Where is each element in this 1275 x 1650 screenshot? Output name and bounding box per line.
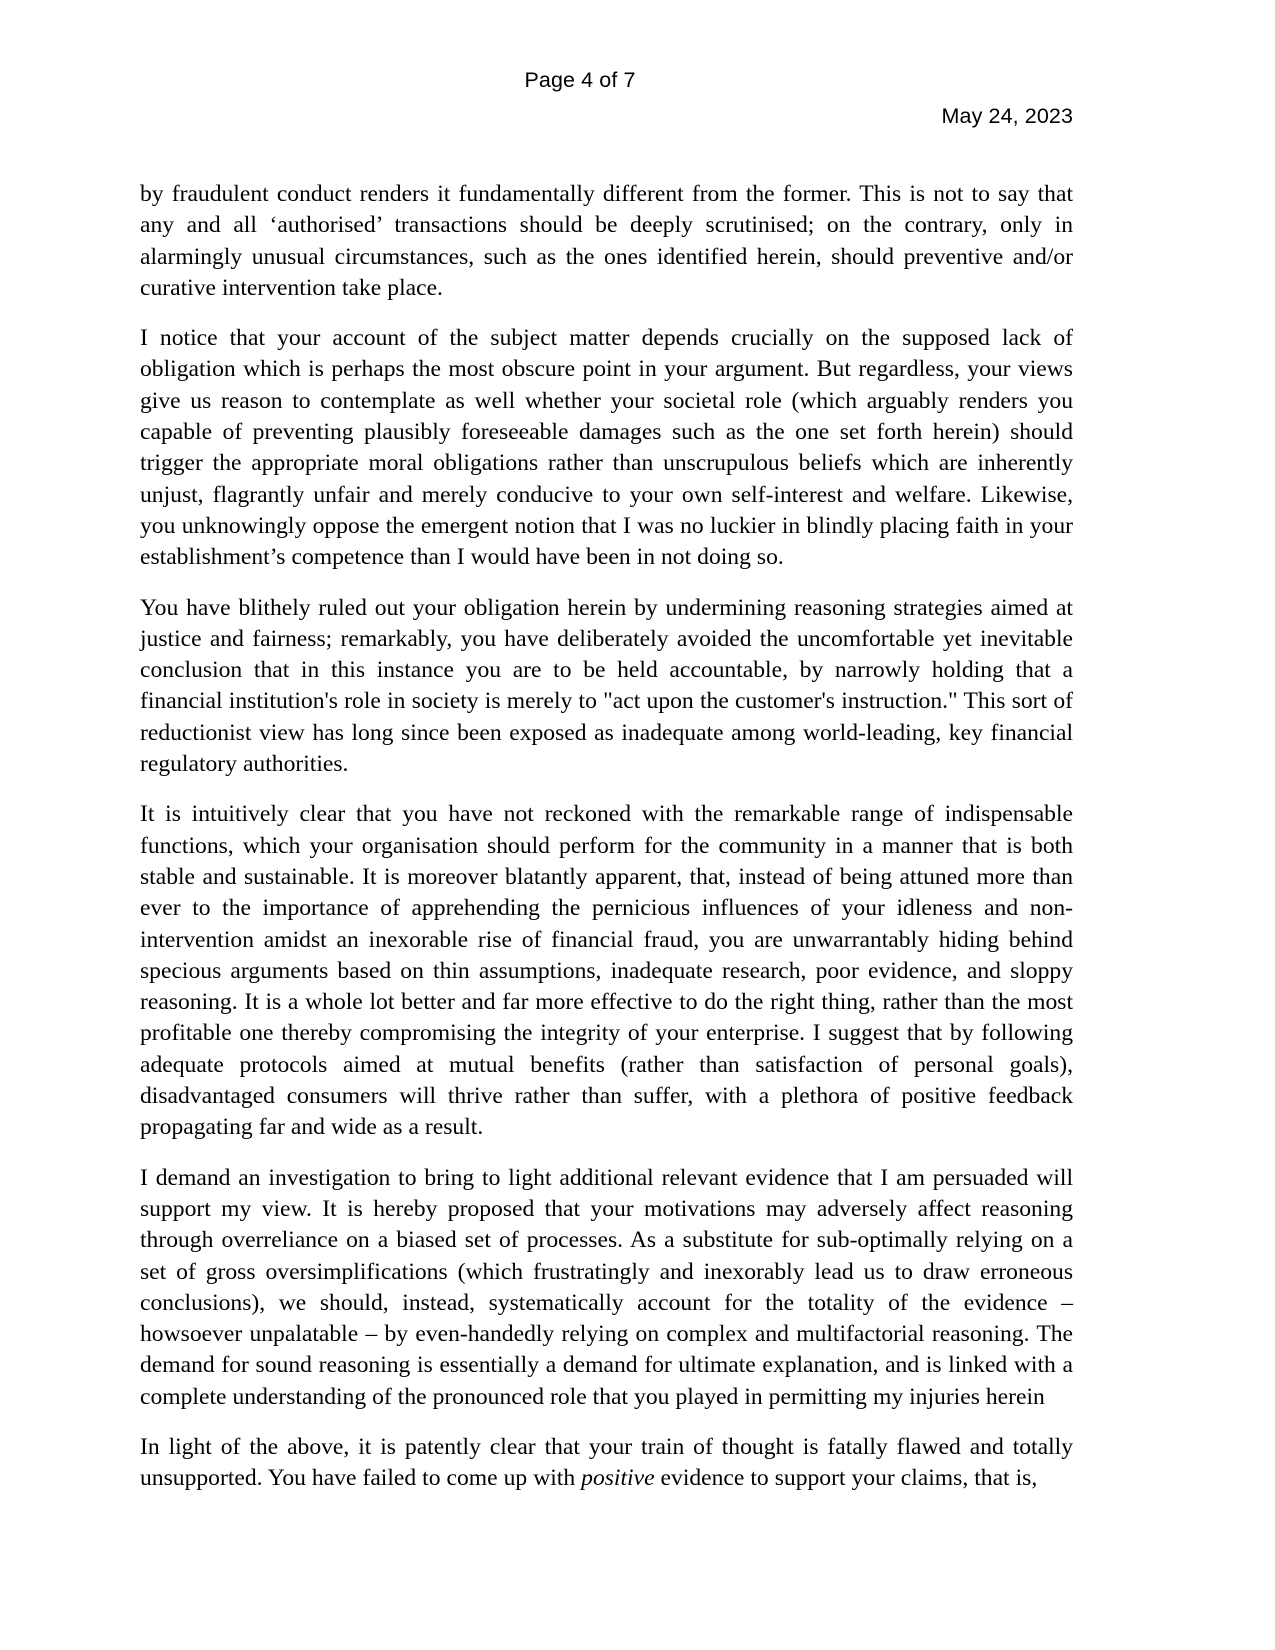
- document-body: [140, 179, 1073, 1495]
- page-header: [0, 0, 1275, 150]
- header-date-label: May 24, 2023: [941, 104, 1073, 128]
- page-number-label: Page 4 of 7: [524, 68, 636, 92]
- paragraph-text-before-emphasis: In light of the above, it is patently clear that your train of thought is fatally flawed and totally unsupported. You have failed to come up with: [140, 1433, 1073, 1492]
- body-paragraph: It is intuitively clear that you have not reckoned with the remarkable range of indispensable functions, which your organisation should perform for the community in a manner that is both stable and sustainable. It is moreover blatantly apparent, that, instead of being attuned more than ever to the importance of apprehending the pernicious influences of your idleness and non-intervention amidst an inexorable rise of financial fraud, you are unwarrantably hiding behind specious arguments based on thin assumptions, inadequate research, poor evidence, and sloppy reasoning. It is a whole lot better and far more effective to do the right thing, rather than the most profitable one thereby compromising the integrity of your enterprise. I suggest that by following adequate protocols aimed at mutual benefits (rather than satisfaction of personal goals), disadvantaged consumers will thrive rather than suffer, with a plethora of positive feedback propagating far and wide as a result.: [140, 801, 1073, 1141]
- body-paragraph: I notice that your account of the subject matter depends crucially on the supposed lack of obligation which is perhaps the most obscure point in your argument. But regardless, your views give us reason to contemplate as well whether your societal role (which arguably renders you capable of preventing plausibly foreseeable damages such as the one set forth herein) should trigger the appropriate moral obligations rather than unscrupulous beliefs which are inherently unjust, flagrantly unfair and merely conducive to your own self-interest and welfare. Likewise, you unknowingly oppose the emergent notion that I was no luckier in blindly placing faith in your establishment’s competence than I would have been in not doing so.: [140, 325, 1073, 571]
- emphasised-word: positive: [581, 1465, 655, 1492]
- body-paragraph: I demand an investigation to bring to light additional relevant evidence that I am persuaded will support my view. It is hereby proposed that your motivations may adversely affect reasoning through overreliance on a biased set of processes. As a substitute for sub-optimally relying on a set of gross oversimplifications (which frustratingly and inexorably lead us to draw erroneous conclusions), we should, instead, systematically account for the totality of the evidence – howsoever unpalatable – by even-handedly relying on complex and multifactorial reasoning. The demand for sound reasoning is essentially a demand for ultimate explanation, and is linked with a complete understanding of the pronounced role that you played in permitting my injuries herein: [140, 1164, 1073, 1410]
- body-paragraph-final: [140, 1432, 1073, 1495]
- body-paragraph: by fraudulent conduct renders it fundamentally different from the former. This is not to say that any and all ‘authorised’ transactions should be deeply scrutinised; on the contrary, only in alarmingly unusual circumstances, such as the ones identified herein, should preventive and/or curative intervention take place.: [140, 181, 1073, 301]
- paragraph-text-after-emphasis: evidence to support your claims, that is,: [654, 1465, 1038, 1492]
- body-paragraph: You have blithely ruled out your obligation herein by undermining reasoning strategies aimed at justice and fairness; remarkably, you have deliberately avoided the uncomfortable yet inevitable conclusion that in this instance you are to be held accountable, by narrowly holding that a financial institution's role in society is merely to "act upon the customer's instruction." This sort of reductionist view has long since been exposed as inadequate among world-leading, key financial regulatory authorities.: [140, 594, 1073, 778]
